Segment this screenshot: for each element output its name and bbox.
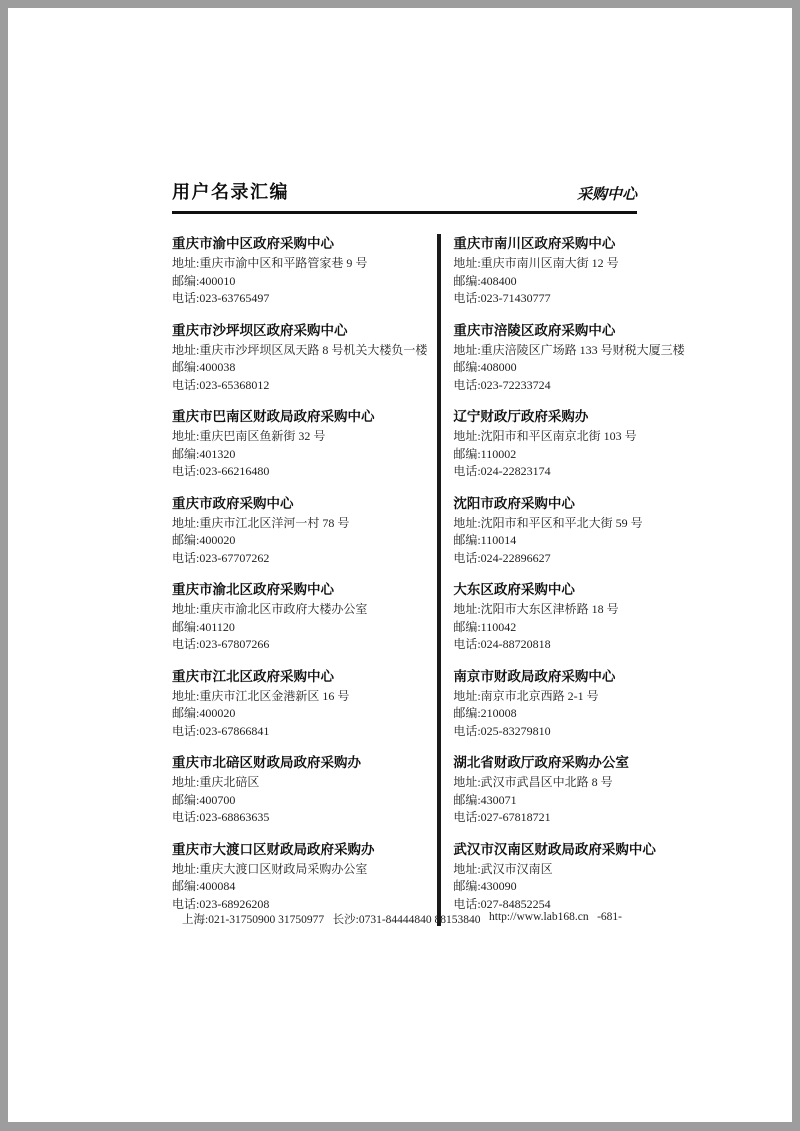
entry-phone: 电话:025-83279810 [453, 723, 551, 738]
directory-column-left [172, 234, 437, 926]
entry-address: 地址:武汉市武昌区中北路 8 号 [453, 775, 613, 789]
entry-address: 地址:重庆市南川区南大街 12 号 [453, 256, 619, 270]
entry-address: 地址:重庆市渝中区和平路管家巷 9 号 [172, 256, 368, 270]
entry-address: 地址:沈阳市和平区和平北大街 59 号 [453, 515, 643, 530]
entry-phone: 电话:023-67707262 [172, 550, 270, 565]
directory-entry [172, 494, 427, 568]
page-footer [182, 911, 622, 927]
footer-shanghai-phones: 上海:021-31750900 31750977 [182, 914, 325, 926]
entry-address: 地址:重庆市沙坪坝区凤天路 8 号机关大楼负一楼 [172, 342, 428, 357]
entry-postal-code: 邮编:110042 [453, 619, 517, 634]
entry-title: 重庆市巴南区财政局政府采购中心 [172, 409, 375, 424]
page-header-section: 采购中心 [576, 187, 637, 203]
page-header [172, 178, 637, 214]
directory-entry [172, 667, 427, 741]
entry-title: 重庆市大渡口区财政局政府采购办 [172, 841, 375, 857]
entry-phone: 电话:023-66216480 [172, 464, 270, 478]
document-page [8, 8, 792, 1122]
entry-postal-code: 邮编:110014 [453, 533, 517, 547]
footer-changsha-phones: 长沙:0731-84444840 88153840 [332, 914, 481, 926]
directory-column-right [441, 234, 684, 926]
entry-address: 地址:重庆大渡口区财政局采购办公室 [172, 861, 368, 876]
entry-postal-code: 邮编:401320 [172, 446, 236, 461]
entry-postal-code: 邮编:400020 [172, 533, 236, 547]
entry-title: 重庆市渝北区政府采购中心 [172, 582, 334, 597]
directory-entry [172, 753, 427, 827]
page-header-title: 用户名录汇编 [172, 182, 289, 202]
directory-entry [172, 840, 427, 914]
entry-address: 地址:武汉市汉南区 [453, 861, 553, 876]
directory-entry [453, 580, 684, 654]
entry-phone: 电话:023-65368012 [172, 377, 270, 392]
entry-address: 地址:重庆北碚区 [172, 775, 260, 789]
directory-entry [453, 407, 684, 481]
entry-address: 地址:沈阳市和平区南京北街 103 号 [453, 429, 637, 443]
entry-phone: 电话:027-67818721 [453, 810, 551, 824]
entry-title: 重庆市政府采购中心 [172, 495, 294, 511]
footer-website-url: http://www.lab168.cn [489, 911, 589, 923]
entry-title: 重庆市沙坪坝区政府采购中心 [172, 322, 348, 338]
directory-entry [453, 667, 684, 741]
directory-entry [453, 840, 684, 914]
entry-postal-code: 邮编:110002 [453, 446, 517, 461]
entry-postal-code: 邮编:400010 [172, 273, 236, 288]
directory-entry [453, 321, 684, 395]
entry-phone: 电话:023-68863635 [172, 810, 270, 824]
entry-phone: 电话:023-72233724 [453, 377, 551, 392]
entry-title: 重庆市南川区政府采购中心 [453, 236, 616, 251]
entry-address: 地址:重庆巴南区鱼新街 32 号 [172, 429, 326, 443]
entry-postal-code: 邮编:430071 [453, 792, 517, 807]
entry-phone: 电话:027-84852254 [453, 896, 551, 911]
footer-page-number: -681- [597, 911, 622, 923]
entry-title: 重庆市涪陵区政府采购中心 [453, 322, 616, 338]
entry-title: 南京市财政局政府采购中心 [453, 668, 616, 684]
entry-title: 辽宁财政厅政府采购办 [453, 409, 589, 424]
entry-postal-code: 邮编:210008 [453, 706, 517, 720]
directory-entry [453, 234, 684, 308]
entry-phone: 电话:023-68926208 [172, 896, 270, 911]
entry-address: 地址:重庆市渝北区市政府大楼办公室 [172, 602, 368, 616]
entry-postal-code: 邮编:408000 [453, 360, 517, 374]
entry-phone: 电话:024-22823174 [453, 464, 551, 478]
page-content [172, 178, 685, 926]
entry-phone: 电话:023-67807266 [172, 637, 270, 651]
entry-title: 武汉市汉南区财政局政府采购中心 [453, 841, 656, 857]
entry-postal-code: 邮编:400700 [172, 792, 236, 807]
entry-phone: 电话:024-88720818 [453, 637, 551, 651]
directory-columns [172, 234, 685, 926]
entry-address: 地址:重庆涪陵区广场路 133 号财税大厦三楼 [453, 342, 685, 357]
entry-postal-code: 邮编:400038 [172, 360, 236, 374]
directory-entry [453, 753, 684, 827]
entry-phone: 电话:023-71430777 [453, 291, 551, 305]
entry-postal-code: 邮编:430090 [453, 879, 517, 893]
entry-title: 大东区政府采购中心 [453, 582, 575, 597]
directory-entry [453, 494, 684, 568]
directory-entry [172, 234, 427, 308]
entry-postal-code: 邮编:400084 [172, 879, 236, 893]
entry-phone: 电话:023-67866841 [172, 723, 270, 738]
directory-entry [172, 321, 427, 395]
entry-postal-code: 邮编:401120 [172, 619, 235, 634]
entry-address: 地址:南京市北京西路 2-1 号 [453, 688, 599, 703]
directory-entry [172, 580, 427, 654]
entry-title: 沈阳市政府采购中心 [453, 495, 575, 511]
entry-title: 重庆市北碚区财政局政府采购办 [172, 755, 361, 770]
entry-postal-code: 邮编:400020 [172, 706, 236, 720]
directory-entry [172, 407, 427, 481]
entry-phone: 电话:023-63765497 [172, 291, 270, 305]
entry-title: 湖北省财政厅政府采购办公室 [453, 755, 629, 770]
entry-title: 重庆市渝中区政府采购中心 [172, 236, 334, 251]
entry-address: 地址:重庆市江北区洋河一村 78 号 [172, 515, 350, 530]
entry-address: 地址:沈阳市大东区津桥路 18 号 [453, 602, 619, 616]
entry-title: 重庆市江北区政府采购中心 [172, 668, 334, 684]
entry-postal-code: 邮编:408400 [453, 273, 517, 288]
entry-phone: 电话:024-22896627 [453, 550, 551, 565]
entry-address: 地址:重庆市江北区金港新区 16 号 [172, 688, 350, 703]
